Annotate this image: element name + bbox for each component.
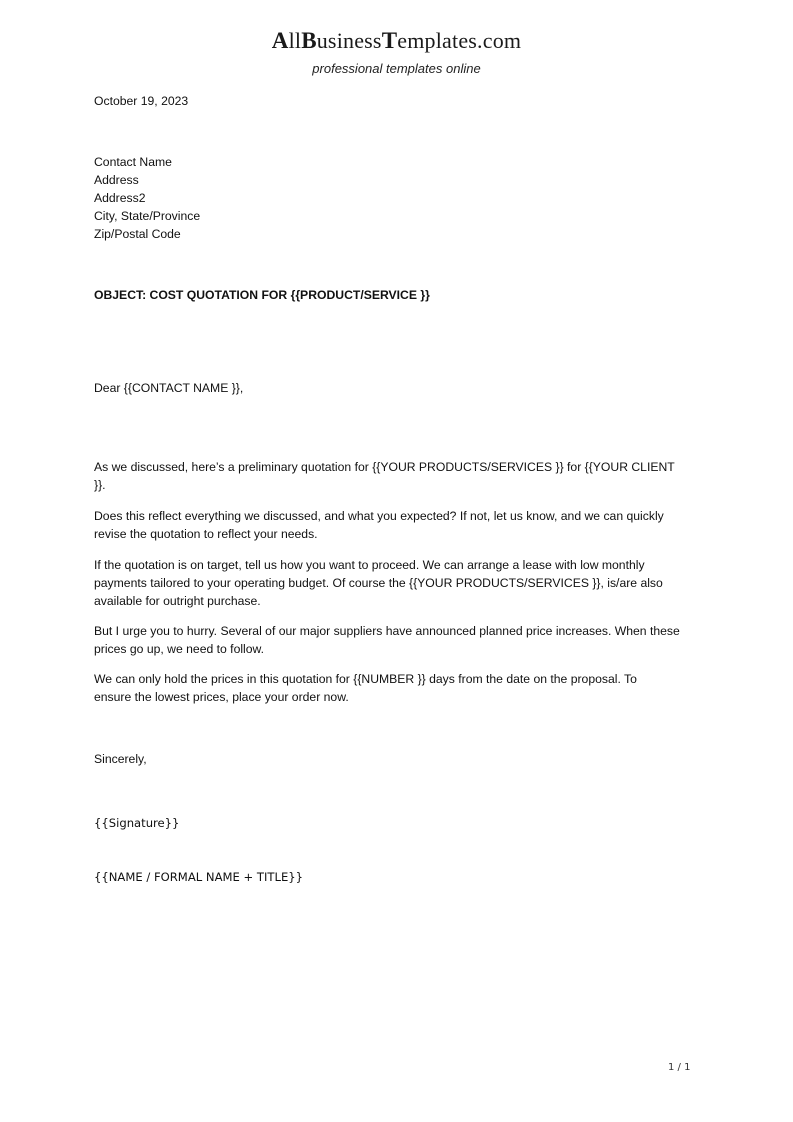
recipient-city-state: City, State/Province [94, 209, 201, 223]
letter-date: October 19, 2023 [94, 94, 189, 108]
body-paragraph: Does this reflect everything we discussed, and what you expected? If not, let us know, and we can quickly revise the quotation to reflect your needs. [94, 509, 664, 541]
brand-tagline: professional templates online [312, 61, 481, 76]
signature-placeholder: {{Signature}} [94, 816, 180, 830]
page-number: 1 / 1 [668, 1062, 691, 1073]
recipient-contact-name: Contact Name [94, 155, 172, 169]
brand-letter: B [301, 28, 317, 53]
brand-text: ll [288, 28, 302, 53]
body-paragraph: As we discussed, here’s a preliminary quotation for {{YOUR PRODUCTS/SERVICES }} for {{YOUR CLIENT }}. [94, 460, 675, 492]
body-paragraph: But I urge you to hurry. Several of our major suppliers have announced planned price increases. When these prices go up, we need to follow. [94, 624, 680, 656]
salutation: Dear {{CONTACT NAME }}, [94, 381, 244, 395]
recipient-address2: Address2 [94, 191, 146, 205]
brand-logo [0, 28, 793, 54]
body-paragraph: We can only hold the prices in this quotation for {{NUMBER }} days from the date on the proposal. To ensure the lowest prices, place your order now. [94, 672, 637, 704]
recipient-zip: Zip/Postal Code [94, 227, 181, 241]
body-paragraph: If the quotation is on target, tell us how you want to proceed. We can arrange a lease with low monthly payments tailored to your operating budget. Of course the {{YOUR PRODUCTS/SERVICES }}, is/are also available for outright purchase. [94, 558, 663, 608]
brand-letter: T [381, 28, 398, 53]
closing: Sincerely, [94, 752, 147, 766]
brand-letter: A [271, 28, 289, 53]
brand-text: emplates.com [397, 28, 522, 53]
recipient-address: Address [94, 173, 139, 187]
brand-text: usiness [316, 28, 382, 53]
object-line: OBJECT: COST QUOTATION FOR {{PRODUCT/SERVICE }} [94, 288, 430, 302]
name-title-placeholder: {{NAME / FORMAL NAME + TITLE}} [94, 870, 304, 884]
